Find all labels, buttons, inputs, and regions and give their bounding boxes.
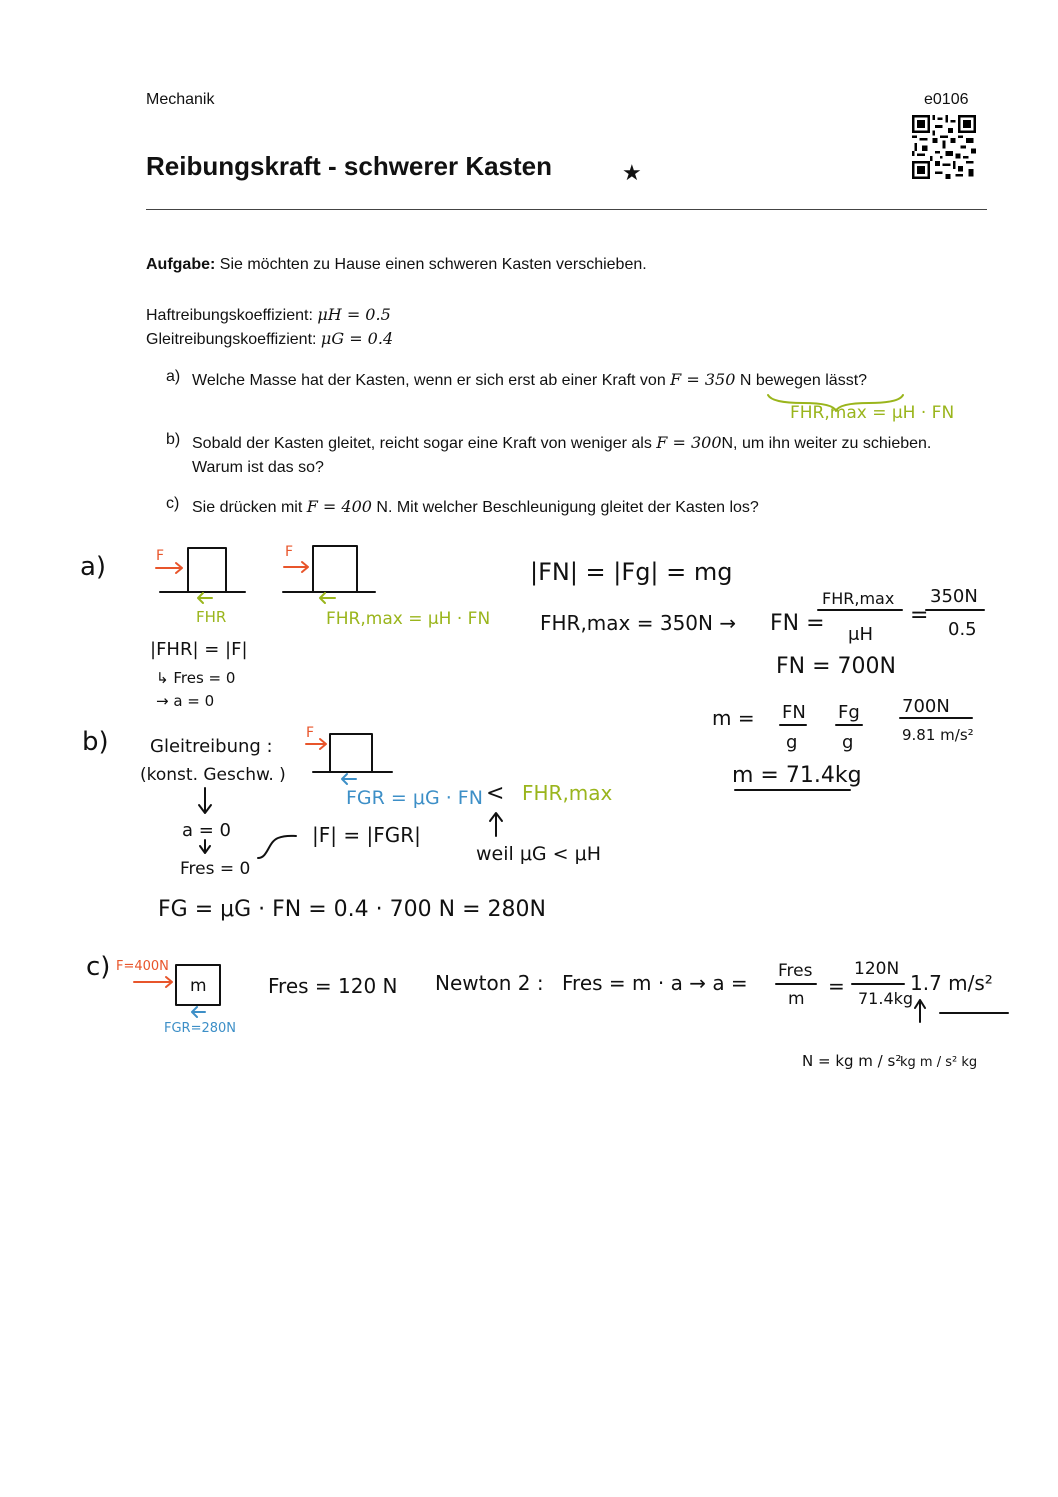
a-m-result: m = 71.4kg bbox=[732, 763, 862, 788]
b-fres0: Fres = 0 bbox=[180, 859, 251, 879]
up-arrow-b bbox=[490, 813, 502, 836]
c-m: m bbox=[190, 976, 207, 996]
kinetic-coef-value: μG = 0.4 bbox=[320, 329, 394, 348]
question-b-math: F = 300 bbox=[656, 433, 722, 452]
a-fres0: ↳ Fres = 0 bbox=[156, 669, 236, 687]
question-a-math: F = 350 bbox=[670, 370, 736, 389]
exercise-code: e0106 bbox=[924, 91, 969, 108]
question-a-text-before: Welche Masse hat der Kasten, wenn er sich erst ab einer Kraft von bbox=[192, 372, 666, 389]
c-unit-n: N = kg m / s² bbox=[802, 1052, 902, 1070]
a-fn-700: FN = 700N bbox=[776, 654, 896, 679]
a-fhr: FHR bbox=[196, 608, 227, 626]
force-arrow-a1 bbox=[156, 563, 182, 573]
a-frac1-den: μH bbox=[848, 624, 873, 645]
static-coef-value: μH = 0.5 bbox=[317, 305, 391, 324]
c-frac1-num: Fres bbox=[778, 961, 813, 981]
a-f1: F bbox=[156, 548, 165, 564]
b-abs-eq: |F| = |FGR| bbox=[312, 823, 421, 847]
box-b bbox=[330, 734, 372, 772]
a-frac5-den: 9.81 m/s² bbox=[902, 726, 974, 744]
a-a0: → a = 0 bbox=[156, 692, 215, 710]
c-newton: Newton 2 : bbox=[435, 971, 544, 995]
implies-curve-b bbox=[258, 836, 296, 858]
a-eq-sign: = bbox=[910, 603, 929, 628]
friction-arrow-c bbox=[192, 1007, 205, 1017]
c-frac1-den: m bbox=[788, 989, 805, 1009]
force-arrow-a2 bbox=[284, 562, 308, 572]
a-fhrmax-350: FHR,max = 350N → bbox=[540, 611, 737, 635]
box-a1 bbox=[188, 548, 226, 592]
a-frac1-num: FHR,max bbox=[822, 589, 895, 608]
down-arrow-b2 bbox=[200, 840, 210, 853]
b-fgr-eq: FGR = μG · FN bbox=[346, 787, 483, 809]
friction-arrow-a2 bbox=[320, 593, 335, 603]
question-c-text-before: Sie drücken mit bbox=[192, 499, 303, 516]
b-konst: (konst. Geschw. ) bbox=[140, 765, 286, 785]
force-arrow-c bbox=[134, 977, 172, 987]
c-frac2-num: 120N bbox=[854, 959, 900, 979]
c-fres120: Fres = 120 N bbox=[268, 974, 398, 998]
b-a0: a = 0 bbox=[182, 820, 232, 841]
up-arrow-c bbox=[915, 1000, 925, 1022]
question-b-text-after: N, um ihn weiter zu schieben. Warum ist das so? bbox=[192, 435, 932, 476]
a-frac3-den: g bbox=[786, 732, 798, 753]
part-a-label: a) bbox=[80, 552, 107, 582]
question-b-text-before: Sobald der Kasten gleitet, reicht sogar eine Kraft von weniger als bbox=[192, 435, 652, 452]
a-eq-abs: |FHR| = |F| bbox=[150, 639, 248, 660]
static-coef-label: Haftreibungskoeffizient: bbox=[146, 307, 313, 324]
a-frac4-num: Fg bbox=[838, 702, 860, 723]
kinetic-coef-label: Gleitreibungskoeffizient: bbox=[146, 331, 317, 348]
task-label: Aufgabe: bbox=[146, 256, 216, 273]
c-unit-frac: kg m / s² kg bbox=[900, 1055, 978, 1070]
c-fres-ma: Fres = m · a → a = bbox=[562, 971, 748, 995]
question-c-text-after: N. Mit welcher Beschleunigung gleitet der Kasten los? bbox=[376, 499, 759, 516]
question-b-letter: b) bbox=[166, 431, 181, 448]
down-arrow-b1 bbox=[199, 788, 211, 813]
a-fn-fg: |FN| = |Fg| = mg bbox=[530, 558, 733, 586]
a-fn-eq: FN = bbox=[770, 611, 825, 636]
subject-label: Mechanik bbox=[146, 91, 215, 108]
b-fg-line: FG = μG · FN = 0.4 · 700 N = 280N bbox=[158, 897, 546, 922]
c-fgr280: FGR=280N bbox=[164, 1021, 237, 1036]
task-text: Sie möchten zu Hause einen schweren Kasten verschieben. bbox=[219, 256, 647, 273]
a-frac5-num: 700N bbox=[902, 696, 950, 717]
a-frac3-num: FN bbox=[782, 702, 806, 723]
page-title: Reibungskraft - schwerer Kasten bbox=[146, 151, 553, 181]
b-f: F bbox=[306, 725, 315, 741]
b-fhrmax: FHR,max bbox=[522, 781, 613, 805]
c-f400: F=400N bbox=[116, 959, 169, 974]
c-eq-sign: = bbox=[828, 974, 845, 998]
a-frac4-den: g bbox=[842, 732, 854, 753]
b-gleit: Gleitreibung : bbox=[150, 736, 273, 757]
question-c-letter: c) bbox=[166, 495, 180, 512]
a-frac2-num: 350N bbox=[930, 586, 978, 607]
question-a-text-after: N bewegen lässt? bbox=[739, 372, 868, 389]
c-frac2-den: 71.4kg bbox=[858, 989, 914, 1008]
b-weil: weil μG < μH bbox=[476, 843, 602, 865]
friction-arrow-a1 bbox=[198, 593, 212, 603]
question-c-math: F = 400 bbox=[306, 497, 372, 516]
a-fhrmax-eq: FHR,max = μH · FN bbox=[326, 609, 491, 629]
a-frac2-den: 0.5 bbox=[948, 619, 977, 640]
part-c-label: c) bbox=[86, 952, 111, 982]
part-b-label: b) bbox=[82, 727, 109, 757]
difficulty-star-icon: ★ bbox=[622, 160, 642, 185]
question-a-letter: a) bbox=[166, 368, 181, 385]
c-result: 1.7 m/s² bbox=[910, 971, 993, 995]
a-m-eq: m = bbox=[712, 706, 755, 730]
friction-arrow-b bbox=[342, 774, 356, 784]
a-f2: F bbox=[285, 544, 294, 560]
b-lt: < bbox=[486, 781, 505, 806]
box-a2 bbox=[313, 546, 357, 592]
annotation-fhrmax: FHR,max = μH · FN bbox=[790, 403, 955, 423]
